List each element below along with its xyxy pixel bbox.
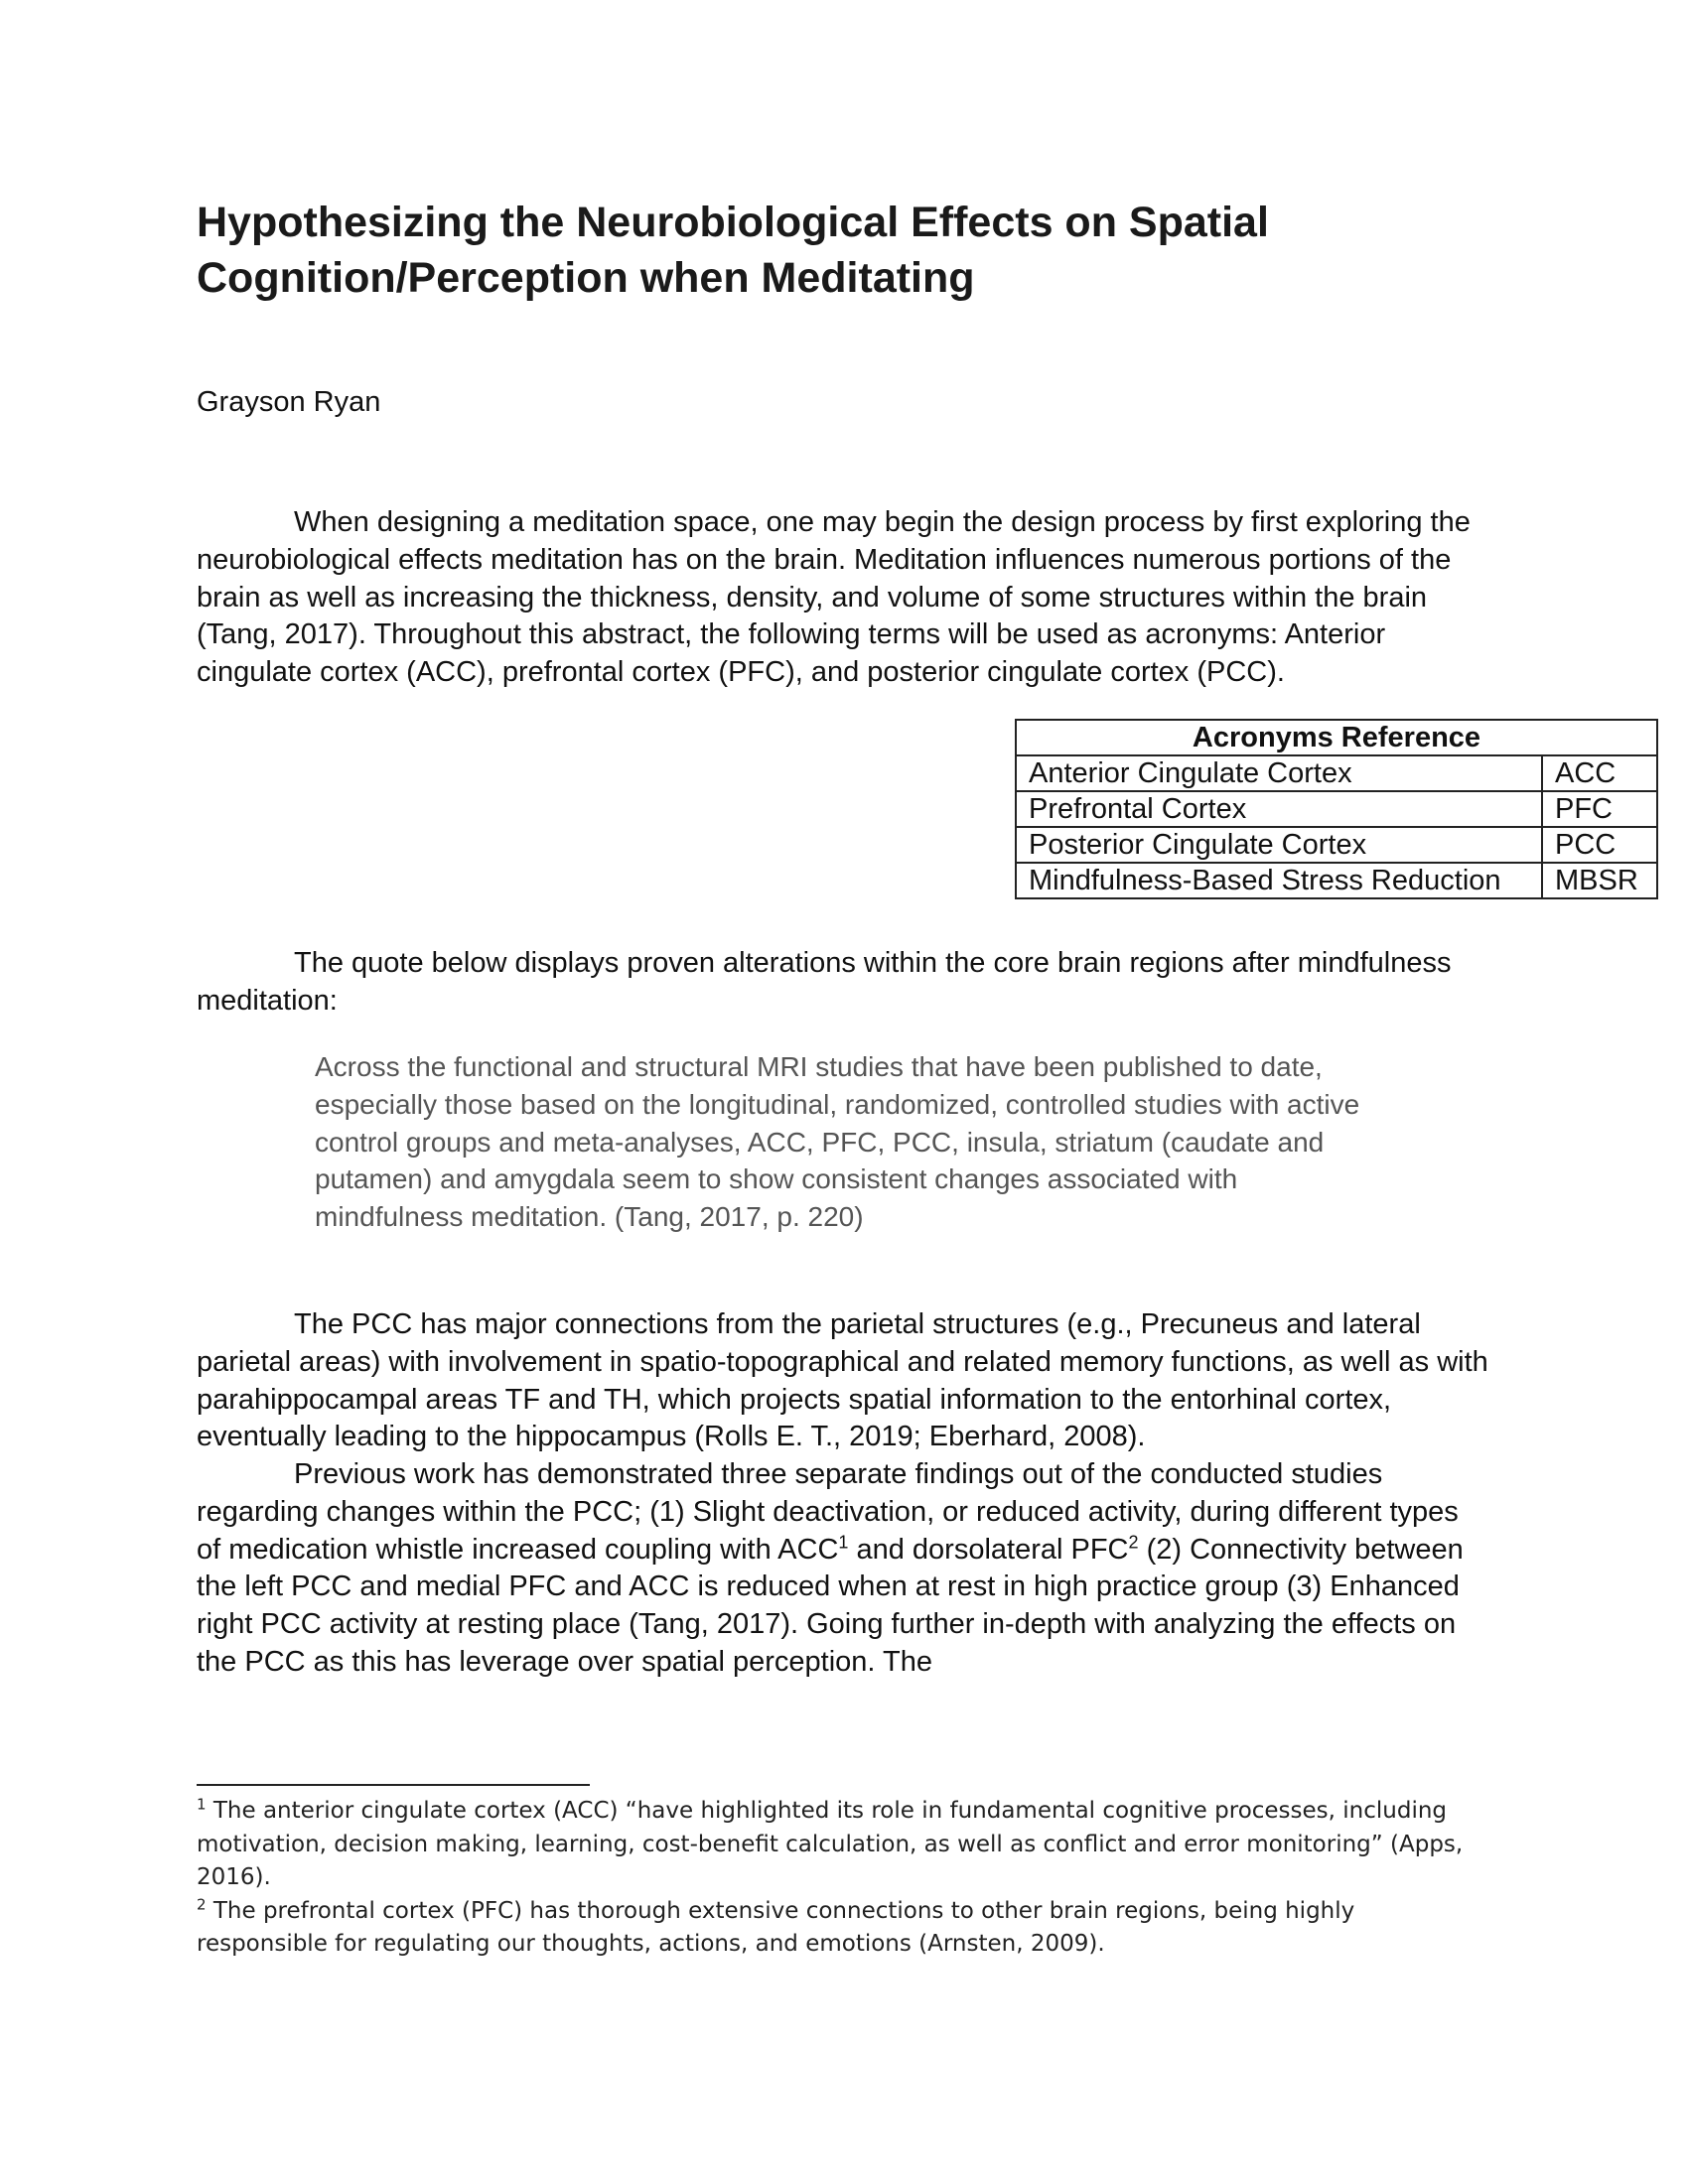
pcc-paragraph: The PCC has major connections from the parietal structures (e.g., Precuneus and lateral parietal areas) with involvement in spatio-topographical and related memory functions, as well as with parahippocampal areas TF and TH, which projects spatial information to the entorhinal cortex, eventually leading to the hippocampus (Rolls E. T., 2019; Eberhard, 2008). bbox=[197, 1308, 1488, 1453]
table-row bbox=[1016, 863, 1657, 898]
footnote-ref-2[interactable]: 2 bbox=[1128, 1531, 1139, 1552]
footnote-number: 2 bbox=[197, 1894, 207, 1913]
footnotes bbox=[197, 1795, 1477, 1962]
table-header-row bbox=[1016, 720, 1657, 755]
term-cell: Prefrontal Cortex bbox=[1016, 791, 1542, 827]
footnote-divider bbox=[197, 1784, 590, 1786]
previous-work-text: (2) Connectivity between the left PCC and medial PFC and ACC is reduced when at rest in high practice group (3) Enhanced right PCC activity at resting place (Tang, 2017). Going further in-depth with analyzing the effects on the PCC as this has leverage over spatial perception. The bbox=[197, 1533, 1464, 1678]
quote-intro-paragraph: The quote below displays proven alterations within the core brain regions after mindfulness meditation: bbox=[197, 947, 1452, 1017]
previous-work-text: and dorsolateral PFC bbox=[848, 1533, 1129, 1566]
author-name: Grayson Ryan bbox=[197, 386, 381, 418]
footnote-text: The prefrontal cortex (PFC) has thorough extensive connections to other brain regions, being highly responsible for regulating our thoughts, actions, and emotions (Arnsten, 2009). bbox=[197, 1897, 1355, 1957]
footnote-text: The anterior cingulate cortex (ACC) “have highlighted its role in fundamental cognitive processes, including motivation, decision making, learning, cost-benefit calculation, as well as conflict and error monitoring” (Apps, 2016). bbox=[197, 1798, 1464, 1890]
abbr-cell: PFC bbox=[1542, 791, 1657, 827]
term-cell: Mindfulness-Based Stress Reduction bbox=[1016, 863, 1542, 898]
table-header: Acronyms Reference bbox=[1016, 720, 1657, 755]
term-cell: Posterior Cingulate Cortex bbox=[1016, 827, 1542, 863]
term-cell: Anterior Cingulate Cortex bbox=[1016, 755, 1542, 791]
previous-work-text: Previous work has demonstrated three separate findings out of the conducted studies regarding changes within the PCC; (1) Slight deactivation, or reduced activity, during different types of medication whistle increased coupling with ACC bbox=[197, 1458, 1459, 1566]
table-row bbox=[1016, 755, 1657, 791]
footnote-number: 1 bbox=[197, 1795, 207, 1814]
previous-work-paragraph bbox=[197, 1456, 1489, 1682]
footnote-1 bbox=[197, 1795, 1477, 1895]
footnote-ref-1[interactable]: 1 bbox=[838, 1531, 849, 1552]
table-row bbox=[1016, 827, 1657, 863]
abbr-cell: PCC bbox=[1542, 827, 1657, 863]
table-row bbox=[1016, 791, 1657, 827]
intro-paragraph: When designing a meditation space, one may begin the design process by first exploring the neurobiological effects meditation has on the brain. Meditation influences numerous portions of the brain as well as increasing the thickness, density, and volume of some structures within the brain (Tang, 2017). Throughout this abstract, the following terms will be used as acronyms: Anterior cingulate cortex (ACC), prefrontal cortex (PFC), and posterior cingulate cortex (PCC). bbox=[197, 506, 1471, 689]
block-quote: Across the functional and structural MRI studies that have been published to date, especially those based on the longitudinal, randomized, controlled studies with active control groups and meta-analyses, ACC, PFC, PCC, insula, striatum (caudate and putamen) and amygdala seem to show consistent changes associated with mindfulness meditation. (Tang, 2017, p. 220) bbox=[315, 1051, 1360, 1233]
abbr-cell: MBSR bbox=[1542, 863, 1657, 898]
footnote-2 bbox=[197, 1895, 1477, 1962]
acronyms-table bbox=[1015, 719, 1658, 899]
paper-title: Hypothesizing the Neurobiological Effects on Spatial Cognition/Perception when Meditating bbox=[197, 199, 1269, 302]
abbr-cell: ACC bbox=[1542, 755, 1657, 791]
